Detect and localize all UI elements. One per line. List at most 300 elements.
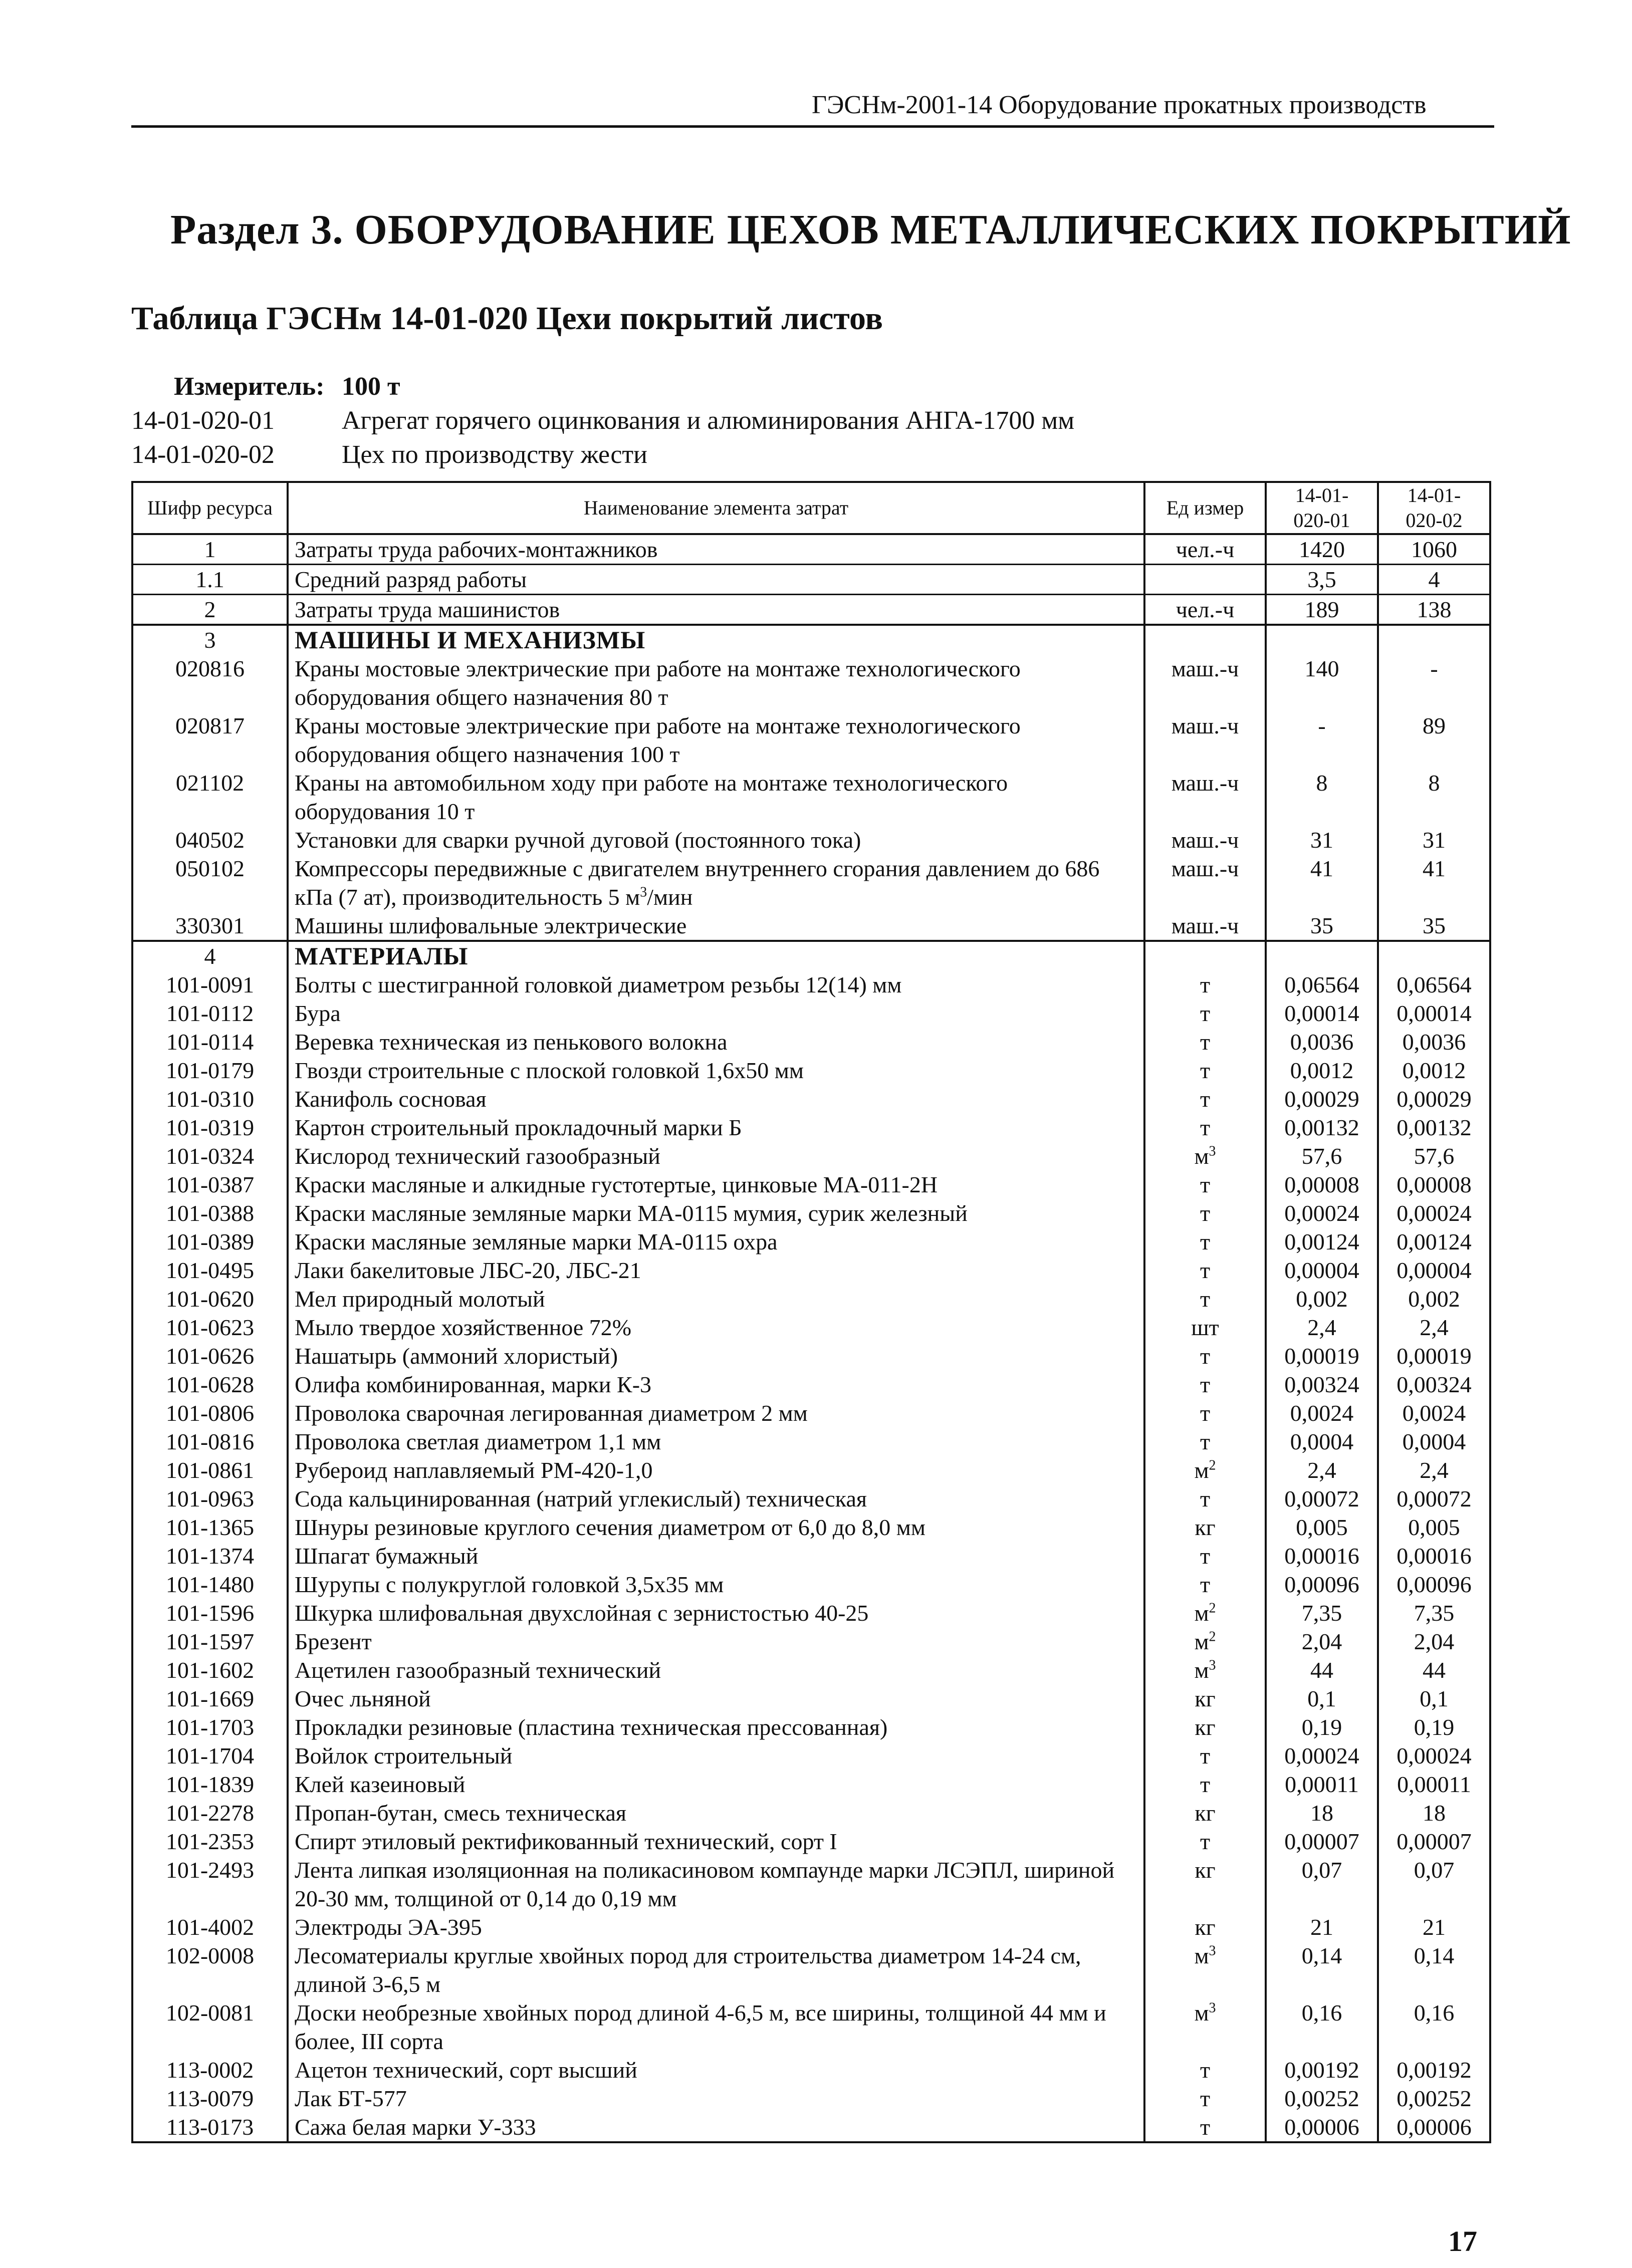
cost-element-name xyxy=(288,854,1144,911)
cost-element-name-text: Мыло твердое хозяйственное 72% xyxy=(295,1315,632,1340)
table-row xyxy=(132,1199,1490,1227)
resource-code xyxy=(132,654,288,711)
table-row xyxy=(132,654,1490,711)
value-020-01 xyxy=(1266,1227,1378,1256)
position-name: Агрегат горячего оцинкования и алюминирования АНГА-1700 мм xyxy=(342,406,1075,435)
value-020-02 xyxy=(1378,1599,1490,1627)
unit-superscript: 2 xyxy=(1209,1600,1216,1616)
unit-text: маш.-ч xyxy=(1171,856,1239,881)
value-020-02-text: - xyxy=(1430,656,1438,681)
value-020-01 xyxy=(1266,1799,1378,1827)
unit-text: т xyxy=(1200,1086,1211,1112)
value-020-01-text: 0,06564 xyxy=(1284,972,1359,997)
unit xyxy=(1144,1256,1266,1285)
value-020-02 xyxy=(1378,1484,1490,1513)
value-020-01 xyxy=(1266,1313,1378,1342)
cost-element-name-text: Компрессоры передвижные с двигателем внутреннего сгорания давлением до 686 кПа (7 ат), производительность 5 м xyxy=(295,856,1100,910)
resource-code xyxy=(132,1199,288,1227)
value-020-02-text: 2,04 xyxy=(1414,1629,1455,1654)
unit-text: т xyxy=(1200,1257,1211,1283)
value-020-02 xyxy=(1378,970,1490,999)
cost-element-name-text: Шнуры резиновые круглого сечения диаметром от 6,0 до 8,0 мм xyxy=(295,1515,925,1540)
unit xyxy=(1144,1170,1266,1199)
table-row xyxy=(132,1484,1490,1513)
cost-element-name xyxy=(288,2113,1144,2142)
unit xyxy=(1144,2113,1266,2142)
col-header-020-01-line1: 14-01- xyxy=(1295,484,1349,507)
value-020-01 xyxy=(1266,1913,1378,1941)
cost-element-name xyxy=(288,565,1144,595)
value-020-02 xyxy=(1378,1998,1490,2056)
unit-superscript: 3 xyxy=(1209,1943,1216,1959)
cost-element-name-text: Брезент xyxy=(295,1629,372,1654)
table-body xyxy=(132,534,1490,2142)
value-020-02 xyxy=(1378,1113,1490,1142)
value-020-01 xyxy=(1266,1285,1378,1313)
unit xyxy=(1144,1227,1266,1256)
resource-code xyxy=(132,1599,288,1627)
position-row xyxy=(131,404,1074,438)
value-020-02 xyxy=(1378,2113,1490,2142)
resource-code xyxy=(132,1227,288,1256)
value-020-01 xyxy=(1266,1399,1378,1427)
col-header-020-02 xyxy=(1378,482,1490,534)
col-header-020-01 xyxy=(1266,482,1378,534)
unit xyxy=(1144,1513,1266,1542)
cost-element-name-text: Нашатырь (аммоний хлористый) xyxy=(295,1343,618,1369)
unit-text: м xyxy=(1194,1457,1209,1483)
cost-element-name xyxy=(288,1199,1144,1227)
cost-element-name xyxy=(288,1542,1144,1570)
value-020-01-text: 21 xyxy=(1310,1914,1333,1940)
cost-element-name xyxy=(288,2056,1144,2084)
unit-text: кг xyxy=(1195,1800,1216,1826)
cost-element-name xyxy=(288,1113,1144,1142)
resource-code xyxy=(132,1285,288,1313)
value-020-01-text: 0,1 xyxy=(1307,1686,1336,1711)
value-020-02 xyxy=(1378,595,1490,625)
value-020-02-text: 0,00024 xyxy=(1396,1200,1472,1226)
position-row xyxy=(131,438,1074,472)
cost-element-name-text: Ацетилен газообразный технический xyxy=(295,1657,661,1683)
cost-element-name xyxy=(288,2084,1144,2113)
unit-superscript: 2 xyxy=(1209,1629,1216,1645)
value-020-01-text: 0,14 xyxy=(1301,1943,1342,1968)
resource-code-text: 101-0628 xyxy=(165,1372,255,1397)
resource-code-text: 101-1602 xyxy=(165,1657,255,1683)
value-020-01 xyxy=(1266,1998,1378,2056)
resource-code xyxy=(132,1256,288,1285)
value-020-02-text: 0,0004 xyxy=(1402,1429,1466,1454)
unit-text: т xyxy=(1200,1429,1211,1454)
value-020-02 xyxy=(1378,1028,1490,1056)
value-020-01-text: 189 xyxy=(1304,597,1339,622)
resource-code xyxy=(132,999,288,1028)
resource-code-text: 101-0626 xyxy=(165,1343,255,1369)
table-row xyxy=(132,970,1490,999)
value-020-02-text: 1060 xyxy=(1411,537,1457,562)
cost-element-name xyxy=(288,1142,1144,1170)
resource-code xyxy=(132,1684,288,1713)
unit-text: т xyxy=(1200,2086,1211,2111)
unit-text: т xyxy=(1200,1000,1211,1026)
unit-text: кг xyxy=(1195,1686,1216,1711)
resource-code xyxy=(132,1484,288,1513)
value-020-01 xyxy=(1266,2056,1378,2084)
value-020-01 xyxy=(1266,1713,1378,1741)
table-row xyxy=(132,1542,1490,1570)
resource-code-text: 101-1597 xyxy=(165,1629,255,1654)
value-020-02 xyxy=(1378,854,1490,911)
value-020-01 xyxy=(1266,1142,1378,1170)
value-020-01-text: 31 xyxy=(1310,827,1333,853)
cost-element-name xyxy=(288,654,1144,711)
value-020-02-text: 0,00014 xyxy=(1396,1000,1472,1026)
value-020-02 xyxy=(1378,565,1490,595)
unit xyxy=(1144,1542,1266,1570)
value-020-01 xyxy=(1266,2113,1378,2142)
resource-code xyxy=(132,1142,288,1170)
value-020-02-text: 57,6 xyxy=(1414,1143,1455,1169)
value-020-02-text: 0,00016 xyxy=(1396,1543,1472,1569)
resource-code xyxy=(132,1513,288,1542)
resource-code-text: 101-0389 xyxy=(165,1229,255,1254)
value-020-01-text: 35 xyxy=(1310,913,1333,938)
cost-element-name-text: Средний разряд работы xyxy=(295,567,527,592)
unit xyxy=(1144,625,1266,654)
resource-code xyxy=(132,1370,288,1399)
table-row xyxy=(132,826,1490,854)
table-row xyxy=(132,999,1490,1028)
value-020-02 xyxy=(1378,1313,1490,1342)
table-row xyxy=(132,1627,1490,1656)
cost-element-name-text: Гвозди строительные с плоской головкой 1,6х50 мм xyxy=(295,1058,804,1083)
value-020-01 xyxy=(1266,1085,1378,1113)
unit xyxy=(1144,565,1266,595)
value-020-02-text: 44 xyxy=(1423,1657,1446,1683)
value-020-02 xyxy=(1378,1913,1490,1941)
cost-element-name xyxy=(288,1913,1144,1941)
cost-element-name xyxy=(288,1513,1144,1542)
table-meta xyxy=(131,370,1074,472)
value-020-02 xyxy=(1378,911,1490,941)
cost-element-name-text: Мел природный молотый xyxy=(295,1286,545,1312)
unit xyxy=(1144,1713,1266,1741)
resource-code-text: 101-1374 xyxy=(165,1543,255,1569)
cost-element-name xyxy=(288,1484,1144,1513)
unit xyxy=(1144,1399,1266,1427)
value-020-02 xyxy=(1378,1513,1490,1542)
unit-text: м xyxy=(1194,1943,1209,1968)
resource-code-text: 101-1596 xyxy=(165,1600,255,1626)
cost-element-name-text: Краски масляные земляные марки МА-0115 охра xyxy=(295,1229,778,1254)
value-020-01 xyxy=(1266,826,1378,854)
resource-code-text: 050102 xyxy=(175,856,245,881)
cost-element-name-text: Пропан-бутан, смесь техническая xyxy=(295,1800,627,1826)
resource-code-text: 101-1704 xyxy=(165,1743,255,1769)
value-020-02-text: 0,0012 xyxy=(1402,1058,1466,1083)
resource-code-text: 330301 xyxy=(175,913,245,938)
value-020-01-text: 0,002 xyxy=(1296,1286,1348,1312)
value-020-01 xyxy=(1266,595,1378,625)
value-020-01-text: 0,00007 xyxy=(1284,1829,1359,1854)
table-row xyxy=(132,1827,1490,1856)
unit xyxy=(1144,1599,1266,1627)
cost-element-name-text: Доски необрезные хвойных пород длиной 4-6,5 м, все ширины, толщиной 44 мм и более, III сорта xyxy=(295,2000,1106,2054)
resource-code xyxy=(132,1856,288,1913)
unit-text: т xyxy=(1200,1400,1211,1426)
resource-code-text: 101-1703 xyxy=(165,1714,255,1740)
value-020-01-text: 0,00132 xyxy=(1284,1115,1359,1140)
resource-code xyxy=(132,1085,288,1113)
table-row xyxy=(132,1770,1490,1799)
cost-element-name-text: Клей казеиновый xyxy=(295,1772,465,1797)
value-020-01-text: 0,00006 xyxy=(1284,2114,1359,2140)
unit-superscript: 3 xyxy=(1209,2000,1216,2016)
unit-text: кг xyxy=(1195,1515,1216,1540)
cost-element-name xyxy=(288,1599,1144,1627)
resource-code-text: 101-0806 xyxy=(165,1400,255,1426)
resource-code xyxy=(132,711,288,769)
unit xyxy=(1144,1456,1266,1484)
value-020-01 xyxy=(1266,911,1378,941)
value-020-02 xyxy=(1378,1199,1490,1227)
unit xyxy=(1144,854,1266,911)
resource-code-text: 101-0091 xyxy=(165,972,255,997)
value-020-02-text: 89 xyxy=(1423,713,1446,738)
value-020-01 xyxy=(1266,1056,1378,1085)
value-020-01-text: 0,00029 xyxy=(1284,1086,1359,1112)
value-020-02 xyxy=(1378,1856,1490,1913)
running-header: ГЭСНм-2001-14 Оборудование прокатных производств xyxy=(812,91,1427,119)
table-row xyxy=(132,2084,1490,2113)
value-020-02-text: 0,00024 xyxy=(1396,1743,1472,1769)
value-020-01 xyxy=(1266,970,1378,999)
value-020-01 xyxy=(1266,654,1378,711)
resource-code-text: 101-4002 xyxy=(165,1914,255,1940)
unit xyxy=(1144,1799,1266,1827)
unit xyxy=(1144,1684,1266,1713)
header-rule xyxy=(131,125,1494,128)
cost-element-name xyxy=(288,826,1144,854)
table-section-row xyxy=(132,625,1490,654)
position-name: Цех по производству жести xyxy=(342,440,647,469)
col-header-code: Шифр ресурса xyxy=(132,482,288,534)
value-020-02-text: 0,00004 xyxy=(1396,1257,1472,1283)
cost-element-name xyxy=(288,1827,1144,1856)
value-020-01 xyxy=(1266,2084,1378,2113)
resource-code xyxy=(132,1827,288,1856)
resource-code xyxy=(132,1427,288,1456)
value-020-01-text: 0,005 xyxy=(1296,1515,1348,1540)
value-020-02 xyxy=(1378,1741,1490,1770)
value-020-02-text: 0,1 xyxy=(1420,1686,1449,1711)
unit-text: т xyxy=(1200,1029,1211,1055)
value-020-02-text: 21 xyxy=(1423,1914,1446,1940)
cost-element-name-text: Ацетон технический, сорт высший xyxy=(295,2057,637,2083)
cost-element-name-text: Олифа комбинированная, марки К-3 xyxy=(295,1372,652,1397)
unit xyxy=(1144,595,1266,625)
unit-text: кг xyxy=(1195,1914,1216,1940)
value-020-01 xyxy=(1266,1656,1378,1684)
value-020-02-text: 0,00192 xyxy=(1396,2057,1472,2083)
value-020-02-text: 8 xyxy=(1428,770,1440,796)
resource-code-text: 101-1365 xyxy=(165,1515,255,1540)
table-row xyxy=(132,1713,1490,1741)
value-020-01 xyxy=(1266,1484,1378,1513)
resource-code-text: 020816 xyxy=(175,656,245,681)
col-header-020-01-line2: 020-01 xyxy=(1293,509,1350,532)
table-row xyxy=(132,1941,1490,1998)
resource-code-text: 101-0324 xyxy=(165,1143,255,1169)
cost-element-name xyxy=(288,1656,1144,1684)
unit-text: маш.-ч xyxy=(1171,913,1239,938)
value-020-02-text: 0,00029 xyxy=(1396,1086,1472,1112)
table-row xyxy=(132,1370,1490,1399)
unit-text: маш.-ч xyxy=(1171,713,1239,738)
value-020-02 xyxy=(1378,1085,1490,1113)
resource-code xyxy=(132,1542,288,1570)
unit xyxy=(1144,999,1266,1028)
value-020-01-text: 0,00016 xyxy=(1284,1543,1359,1569)
value-020-01-text: 0,16 xyxy=(1301,2000,1342,2026)
resource-code-text: 102-0008 xyxy=(165,1943,255,1968)
value-020-01-text: 0,00019 xyxy=(1284,1343,1359,1369)
cost-element-name xyxy=(288,1570,1144,1599)
resource-code xyxy=(132,1741,288,1770)
value-020-02 xyxy=(1378,625,1490,654)
unit-text: т xyxy=(1200,1372,1211,1397)
cost-element-name-text: Лесоматериалы круглые хвойных пород для строительства диаметром 14-24 см, длиной 3-6,5 м xyxy=(295,1943,1081,1997)
value-020-02 xyxy=(1378,1427,1490,1456)
resource-code xyxy=(132,769,288,826)
unit-text: т xyxy=(1200,1486,1211,1511)
cost-element-name-text: Сажа белая марки У-333 xyxy=(295,2114,536,2140)
table-row xyxy=(132,854,1490,911)
unit xyxy=(1144,1856,1266,1913)
page-number: 17 xyxy=(1448,2225,1477,2257)
value-020-02-text: 0,0036 xyxy=(1402,1029,1466,1055)
unit-text: т xyxy=(1200,1829,1211,1854)
value-020-01 xyxy=(1266,1113,1378,1142)
table-row xyxy=(132,911,1490,941)
resource-code xyxy=(132,625,288,654)
resource-code-text: 101-0620 xyxy=(165,1286,255,1312)
resource-code-text: 101-2493 xyxy=(165,1857,255,1883)
value-020-01-text: 0,00024 xyxy=(1284,1200,1359,1226)
unit xyxy=(1144,1484,1266,1513)
table-row xyxy=(132,1313,1490,1342)
cost-element-name-text: Бура xyxy=(295,1000,341,1026)
value-020-01 xyxy=(1266,769,1378,826)
value-020-01 xyxy=(1266,1599,1378,1627)
value-020-01 xyxy=(1266,1542,1378,1570)
cost-element-name xyxy=(288,1170,1144,1199)
table-row xyxy=(132,711,1490,769)
cost-element-name-text: Краны мостовые электрические при работе на монтаже технологического оборудования общего назначения 80 т xyxy=(295,656,1021,710)
value-020-01-text: 7,35 xyxy=(1301,1600,1342,1626)
value-020-02-text: 0,005 xyxy=(1408,1515,1460,1540)
table-row xyxy=(132,1998,1490,2056)
value-020-02-text: 138 xyxy=(1417,597,1452,622)
value-020-01 xyxy=(1266,1741,1378,1770)
resource-code-text: 102-0081 xyxy=(165,2000,255,2026)
resource-code xyxy=(132,1627,288,1656)
resource-code-text: 101-0114 xyxy=(166,1029,254,1055)
resource-code-text: 101-1480 xyxy=(165,1572,255,1597)
value-020-02 xyxy=(1378,826,1490,854)
unit-text: шт xyxy=(1191,1315,1219,1340)
cost-element-name xyxy=(288,970,1144,999)
resource-code xyxy=(132,1113,288,1142)
cost-element-name xyxy=(288,1856,1144,1913)
unit xyxy=(1144,1056,1266,1085)
resource-code xyxy=(132,2084,288,2113)
value-020-02-text: 0,14 xyxy=(1414,1943,1455,1968)
value-020-02-text: 0,07 xyxy=(1414,1857,1455,1883)
resource-code-text: 113-0173 xyxy=(166,2114,254,2140)
value-020-01-text: 1420 xyxy=(1299,537,1345,562)
unit-text: т xyxy=(1200,1343,1211,1369)
value-020-02 xyxy=(1378,769,1490,826)
cost-element-name-text: МАШИНЫ И МЕХАНИЗМЫ xyxy=(295,626,646,654)
resource-code xyxy=(132,1656,288,1684)
resource-code-text: 101-0387 xyxy=(165,1172,255,1197)
value-020-02 xyxy=(1378,2056,1490,2084)
value-020-02 xyxy=(1378,1542,1490,1570)
table-row xyxy=(132,1085,1490,1113)
table-row xyxy=(132,1741,1490,1770)
cost-element-name xyxy=(288,1370,1144,1399)
resource-code xyxy=(132,565,288,595)
resource-code-text: 101-0112 xyxy=(166,1000,254,1026)
cost-element-name-text: Шпагат бумажный xyxy=(295,1543,479,1569)
cost-element-name xyxy=(288,1456,1144,1484)
resource-code-text: 101-0816 xyxy=(165,1429,255,1454)
table-row xyxy=(132,1799,1490,1827)
unit xyxy=(1144,970,1266,999)
value-020-02-text: 0,19 xyxy=(1414,1714,1455,1740)
table-row xyxy=(132,1170,1490,1199)
resource-code xyxy=(132,1313,288,1342)
resource-code-text: 1 xyxy=(204,537,216,562)
resource-code xyxy=(132,1399,288,1427)
cost-element-name xyxy=(288,1285,1144,1313)
resource-code xyxy=(132,1913,288,1941)
value-020-01-text: 2,04 xyxy=(1301,1629,1342,1654)
table-row xyxy=(132,1684,1490,1713)
superscript: 3 xyxy=(640,884,647,900)
value-020-01-text: 0,00008 xyxy=(1284,1172,1359,1197)
col-header-020-02-line1: 14-01- xyxy=(1407,484,1461,507)
table-row xyxy=(132,1227,1490,1256)
cost-element-name xyxy=(288,1998,1144,2056)
cost-element-name-text: Проволока сварочная легированная диаметром 2 мм xyxy=(295,1400,808,1426)
value-020-01 xyxy=(1266,1170,1378,1199)
value-020-02-text: 2,4 xyxy=(1420,1315,1449,1340)
value-020-02 xyxy=(1378,1656,1490,1684)
cost-element-name xyxy=(288,941,1144,970)
value-020-01-text: 0,00072 xyxy=(1284,1486,1359,1511)
meter-value: 100 т xyxy=(342,372,400,401)
value-020-02-text: 0,16 xyxy=(1414,2000,1455,2026)
cost-element-name xyxy=(288,1085,1144,1113)
unit-text: т xyxy=(1200,1543,1211,1569)
cost-element-name xyxy=(288,1741,1144,1770)
unit-text: м xyxy=(1194,1629,1209,1654)
value-020-02 xyxy=(1378,1370,1490,1399)
value-020-01 xyxy=(1266,1570,1378,1599)
